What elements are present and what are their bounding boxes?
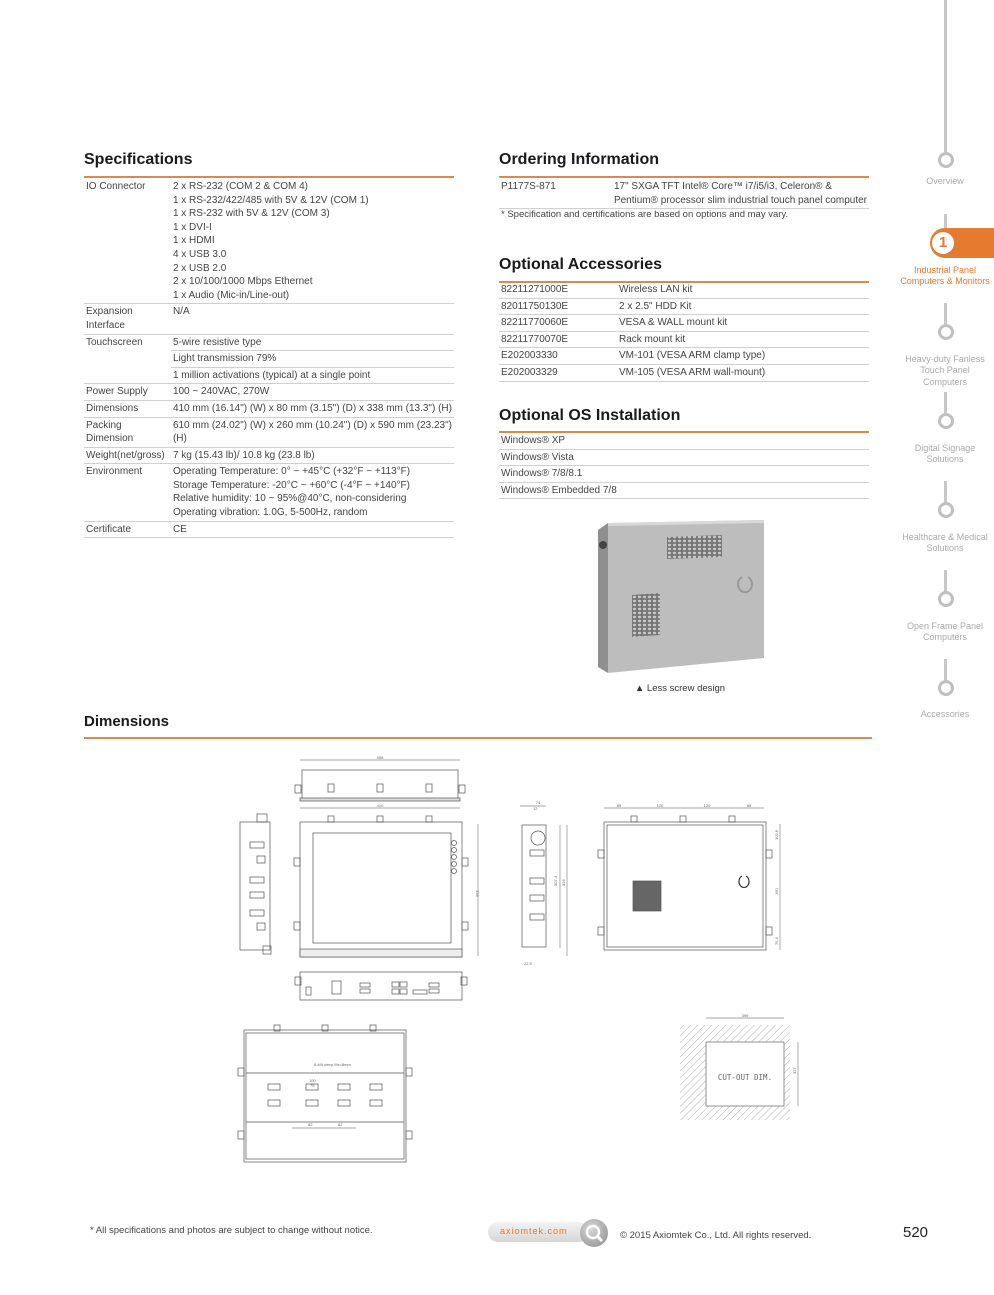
spec-value bbox=[171, 417, 454, 447]
accessory-row bbox=[499, 348, 869, 365]
spec-label-empty bbox=[84, 367, 171, 384]
spec-value-line: 610 mm (24.02") (W) x 260 mm (10.24") (D) x 590 mm (23.23") bbox=[172, 419, 452, 431]
os-name: Windows® Vista bbox=[499, 449, 869, 466]
spec-value-line: 1 x Audio (Mic-in/Line-out) bbox=[172, 289, 290, 301]
spec-value bbox=[171, 384, 454, 401]
dim-rear-w1: 85 bbox=[616, 803, 622, 808]
nav-node-icon bbox=[938, 502, 954, 518]
spec-label: Expansion Interface bbox=[84, 304, 171, 334]
ordering-row bbox=[499, 179, 869, 209]
nav-node-icon bbox=[938, 591, 954, 607]
spec-label: Touchscreen bbox=[86, 336, 143, 348]
dim-side-h2: 326 bbox=[561, 879, 566, 886]
vent-mesh-bottom bbox=[632, 593, 660, 637]
nav-item-overview[interactable]: Overview bbox=[926, 176, 964, 186]
nav-active-number: 1 bbox=[932, 232, 954, 254]
accessory-code: 82211271000E bbox=[499, 282, 617, 298]
nav-connector bbox=[944, 392, 947, 414]
accessories-title: Optional Accessories bbox=[499, 256, 663, 273]
spec-value: Light transmission 79% bbox=[171, 351, 454, 368]
nav-item-accessories[interactable]: Accessories bbox=[920, 709, 970, 719]
footer-copyright: © 2015 Axiomtek Co., Ltd. All rights reserved. bbox=[620, 1230, 812, 1241]
ordering-rule bbox=[499, 176, 869, 178]
spec-value-line: CE bbox=[172, 523, 187, 535]
spec-value bbox=[171, 400, 454, 417]
dim-rear-w4: 85 bbox=[746, 803, 752, 808]
nav-connector bbox=[944, 0, 947, 152]
spec-value: 1 million activations (typical) at a single point bbox=[171, 367, 454, 384]
spec-row bbox=[84, 417, 454, 447]
nav-connector bbox=[944, 570, 947, 592]
dim-vesa-82b: 82 bbox=[338, 1122, 343, 1127]
os-row bbox=[499, 449, 869, 466]
spec-value bbox=[171, 304, 454, 334]
nav-item-heavy-duty[interactable]: Heavy-duty Fanless Touch Panel Computers bbox=[905, 354, 985, 387]
fan-icon bbox=[599, 541, 607, 549]
accessory-row bbox=[499, 331, 869, 348]
spec-value-line: 1 x RS-232 with 5V & 12V (COM 3) bbox=[172, 208, 330, 220]
spec-value-line: 2 x USB 2.0 bbox=[172, 262, 227, 274]
accessory-row bbox=[499, 298, 869, 315]
ordering-desc bbox=[612, 179, 869, 209]
spec-value bbox=[171, 179, 454, 304]
ordering-table bbox=[499, 179, 869, 209]
accessory-row bbox=[499, 282, 869, 298]
dim-vesa-82a: 82 bbox=[308, 1122, 313, 1127]
os-name: Windows® 7/8/8.1 bbox=[499, 466, 869, 483]
os-name: Windows® Embedded 7/8 bbox=[499, 482, 869, 499]
spec-row bbox=[84, 334, 454, 351]
dim-side-small: 12 bbox=[533, 806, 538, 811]
nav-node-icon bbox=[938, 680, 954, 696]
ordering-code: P1177S-871 bbox=[499, 179, 612, 209]
dimensions-title: Dimensions bbox=[84, 713, 170, 730]
os-row bbox=[499, 433, 869, 449]
spec-value-line: 1 x RS-232/422/485 with 5V & 12V (COM 1) bbox=[172, 194, 369, 206]
right-side-view-drawing bbox=[520, 800, 567, 966]
cutout-drawing bbox=[680, 1013, 798, 1120]
spec-row bbox=[84, 400, 454, 417]
dim-rear-w3: 120 bbox=[703, 803, 711, 808]
spec-value-line: Storage Temperature: -20°C ~ +60°C (-4°F ~ +140°F) bbox=[172, 479, 410, 491]
spec-value-line: 4 x USB 3.0 bbox=[172, 248, 227, 260]
dim-vesa-100: 100 bbox=[309, 1078, 316, 1083]
accessory-desc: VM-105 (VESA ARM wall-mount) bbox=[617, 364, 869, 381]
footer-url[interactable]: axiomtek.com bbox=[500, 1226, 568, 1236]
spec-value-line: 7 kg (15.43 lb)/ 10.8 kg (23.8 lb) bbox=[172, 449, 315, 461]
dim-cutout-width: 399 bbox=[741, 1013, 749, 1018]
nav-node-icon bbox=[938, 152, 954, 168]
left-side-view-drawing bbox=[240, 814, 271, 954]
spec-value bbox=[171, 447, 454, 464]
footer-note: * All specifications and photos are subject to change without notice. bbox=[90, 1225, 373, 1236]
spec-value-line: 2 x 10/100/1000 Mbps Ethernet bbox=[172, 276, 313, 288]
spec-row bbox=[84, 464, 454, 521]
os-name: Windows® XP bbox=[499, 433, 869, 449]
product-photo bbox=[592, 515, 772, 680]
nav-item-digital-signage[interactable]: Digital Signage Solutions bbox=[914, 443, 976, 465]
spec-value-line: 1 x HDMI bbox=[172, 235, 215, 247]
accessory-code: E202003330 bbox=[499, 348, 617, 365]
spec-label-empty bbox=[84, 351, 171, 368]
spec-label: Environment bbox=[84, 464, 171, 521]
spec-value-line: Operating Temperature: 0° ~ +45°C (+32°F ~ +113°F) bbox=[172, 466, 411, 478]
spec-value-line: 2 x RS-232 (COM 2 & COM 4) bbox=[172, 181, 308, 192]
spec-value bbox=[171, 521, 454, 538]
cutout-label: CUT-OUT DIM. bbox=[717, 1073, 773, 1082]
nav-node-icon bbox=[938, 413, 954, 429]
top-view-drawing bbox=[295, 755, 465, 801]
dim-vesa-75: 75 bbox=[310, 1083, 315, 1088]
vesa-view-drawing bbox=[238, 1025, 412, 1162]
accessory-row bbox=[499, 364, 869, 381]
nav-node-icon bbox=[938, 324, 954, 340]
ordering-title: Ordering Information bbox=[499, 151, 659, 168]
spec-value-line: 410 mm (16.14") (W) x 80 mm (3.15") (D) x 338 mm (13.3") (H) bbox=[172, 402, 452, 414]
spec-sub-row bbox=[84, 351, 454, 368]
nav-connector bbox=[944, 659, 947, 681]
accessory-desc: Rack mount kit bbox=[617, 331, 869, 348]
accessory-desc: VM-101 (VESA ARM clamp type) bbox=[617, 348, 869, 365]
spec-label: Dimensions bbox=[84, 400, 171, 417]
bottom-view-drawing bbox=[295, 972, 467, 1000]
dimension-drawings bbox=[230, 750, 830, 1170]
os-table bbox=[499, 433, 869, 499]
specifications-title: Specifications bbox=[84, 151, 193, 168]
specifications-table bbox=[84, 179, 454, 538]
dimensions-rule bbox=[84, 737, 872, 739]
spec-row bbox=[84, 521, 454, 538]
nav-connector bbox=[944, 481, 947, 503]
product-caption: ▲ Less screw design bbox=[634, 683, 726, 694]
accessory-code: 82211770070E bbox=[499, 331, 617, 348]
dim-rear-h1: 102.6 bbox=[774, 829, 779, 840]
spec-sub-row bbox=[84, 367, 454, 384]
ordering-desc-line: Pentium® processor slim industrial touch panel computer bbox=[613, 194, 867, 206]
spec-value-line: Relative humidity: 10 ~ 95%@40°C, non-considering bbox=[172, 493, 407, 505]
spec-label: Certificate bbox=[84, 521, 171, 538]
accessory-code: 82211770060E bbox=[499, 315, 617, 332]
os-title: Optional OS Installation bbox=[499, 407, 681, 424]
search-icon bbox=[580, 1219, 608, 1247]
dim-vesa-note: 8-M4 deep Mx=8mm bbox=[314, 1062, 351, 1067]
spec-row bbox=[84, 179, 454, 304]
dim-front-height: 338 bbox=[475, 890, 480, 897]
spec-label: IO Connector bbox=[84, 179, 171, 304]
os-row bbox=[499, 466, 869, 483]
spec-label: Weight(net/gross) bbox=[84, 447, 171, 464]
dim-side-bottom: 22.5 bbox=[524, 961, 532, 966]
os-row bbox=[499, 482, 869, 499]
accessories-table bbox=[499, 282, 869, 382]
page-number: 520 bbox=[903, 1224, 929, 1241]
nav-item-industrial-panel[interactable]: Industrial Panel Computers & Monitors bbox=[900, 265, 990, 287]
dim-side-h1: 307.4 bbox=[553, 875, 558, 886]
spec-row bbox=[84, 384, 454, 401]
vent-mesh-top bbox=[667, 535, 722, 559]
spec-value-line: N/A bbox=[172, 306, 190, 318]
nav-connector bbox=[944, 303, 947, 325]
ordering-desc-line: 17" SXGA TFT Intel® Core™ i7/i5/i3, Celeron® & bbox=[613, 181, 832, 192]
spec-value-line: 1 x DVI-I bbox=[172, 221, 212, 233]
spec-row bbox=[84, 447, 454, 464]
nav-item-healthcare[interactable]: Healthcare & Medical Solutions bbox=[902, 532, 988, 554]
accessory-desc: VESA & WALL mount kit bbox=[617, 315, 869, 332]
ordering-note: * Specification and certifications are based on options and may vary. bbox=[501, 209, 789, 220]
spec-value-line: Operating vibration: 1.0G, 5-500Hz, random bbox=[172, 507, 368, 519]
spec-label: Packing Dimension bbox=[84, 417, 171, 447]
accessory-desc: Wireless LAN kit bbox=[617, 282, 869, 298]
spec-value bbox=[171, 334, 454, 351]
spec-value-line: (H) bbox=[172, 433, 187, 445]
dim-front-width: 410 bbox=[376, 803, 384, 808]
spec-label: Power Supply bbox=[84, 384, 171, 401]
accessory-row bbox=[499, 315, 869, 332]
accessory-desc: 2 x 2.5" HDD Kit bbox=[617, 298, 869, 315]
dim-rear-h2: 160 bbox=[774, 888, 779, 895]
dim-rear-w2: 120 bbox=[656, 803, 664, 808]
dim-top-width: 398 bbox=[376, 755, 384, 760]
accessory-code: 82011750130E bbox=[499, 298, 617, 315]
spec-row bbox=[84, 304, 454, 334]
spec-value bbox=[171, 464, 454, 521]
specifications-rule bbox=[84, 176, 454, 178]
accessory-code: E202003329 bbox=[499, 364, 617, 381]
rear-view-drawing bbox=[598, 803, 780, 950]
dim-cutout-height: 327 bbox=[792, 1067, 797, 1074]
spec-value-line: 5-wire resistive type bbox=[172, 336, 262, 348]
dim-side-depth: 74 bbox=[535, 800, 541, 805]
front-view-drawing bbox=[294, 803, 480, 957]
nav-item-open-frame[interactable]: Open Frame Panel Computers bbox=[906, 621, 984, 643]
spec-value-line: 100 ~ 240VAC, 270W bbox=[172, 386, 270, 398]
dim-rear-h3: 75.4 bbox=[774, 937, 779, 945]
